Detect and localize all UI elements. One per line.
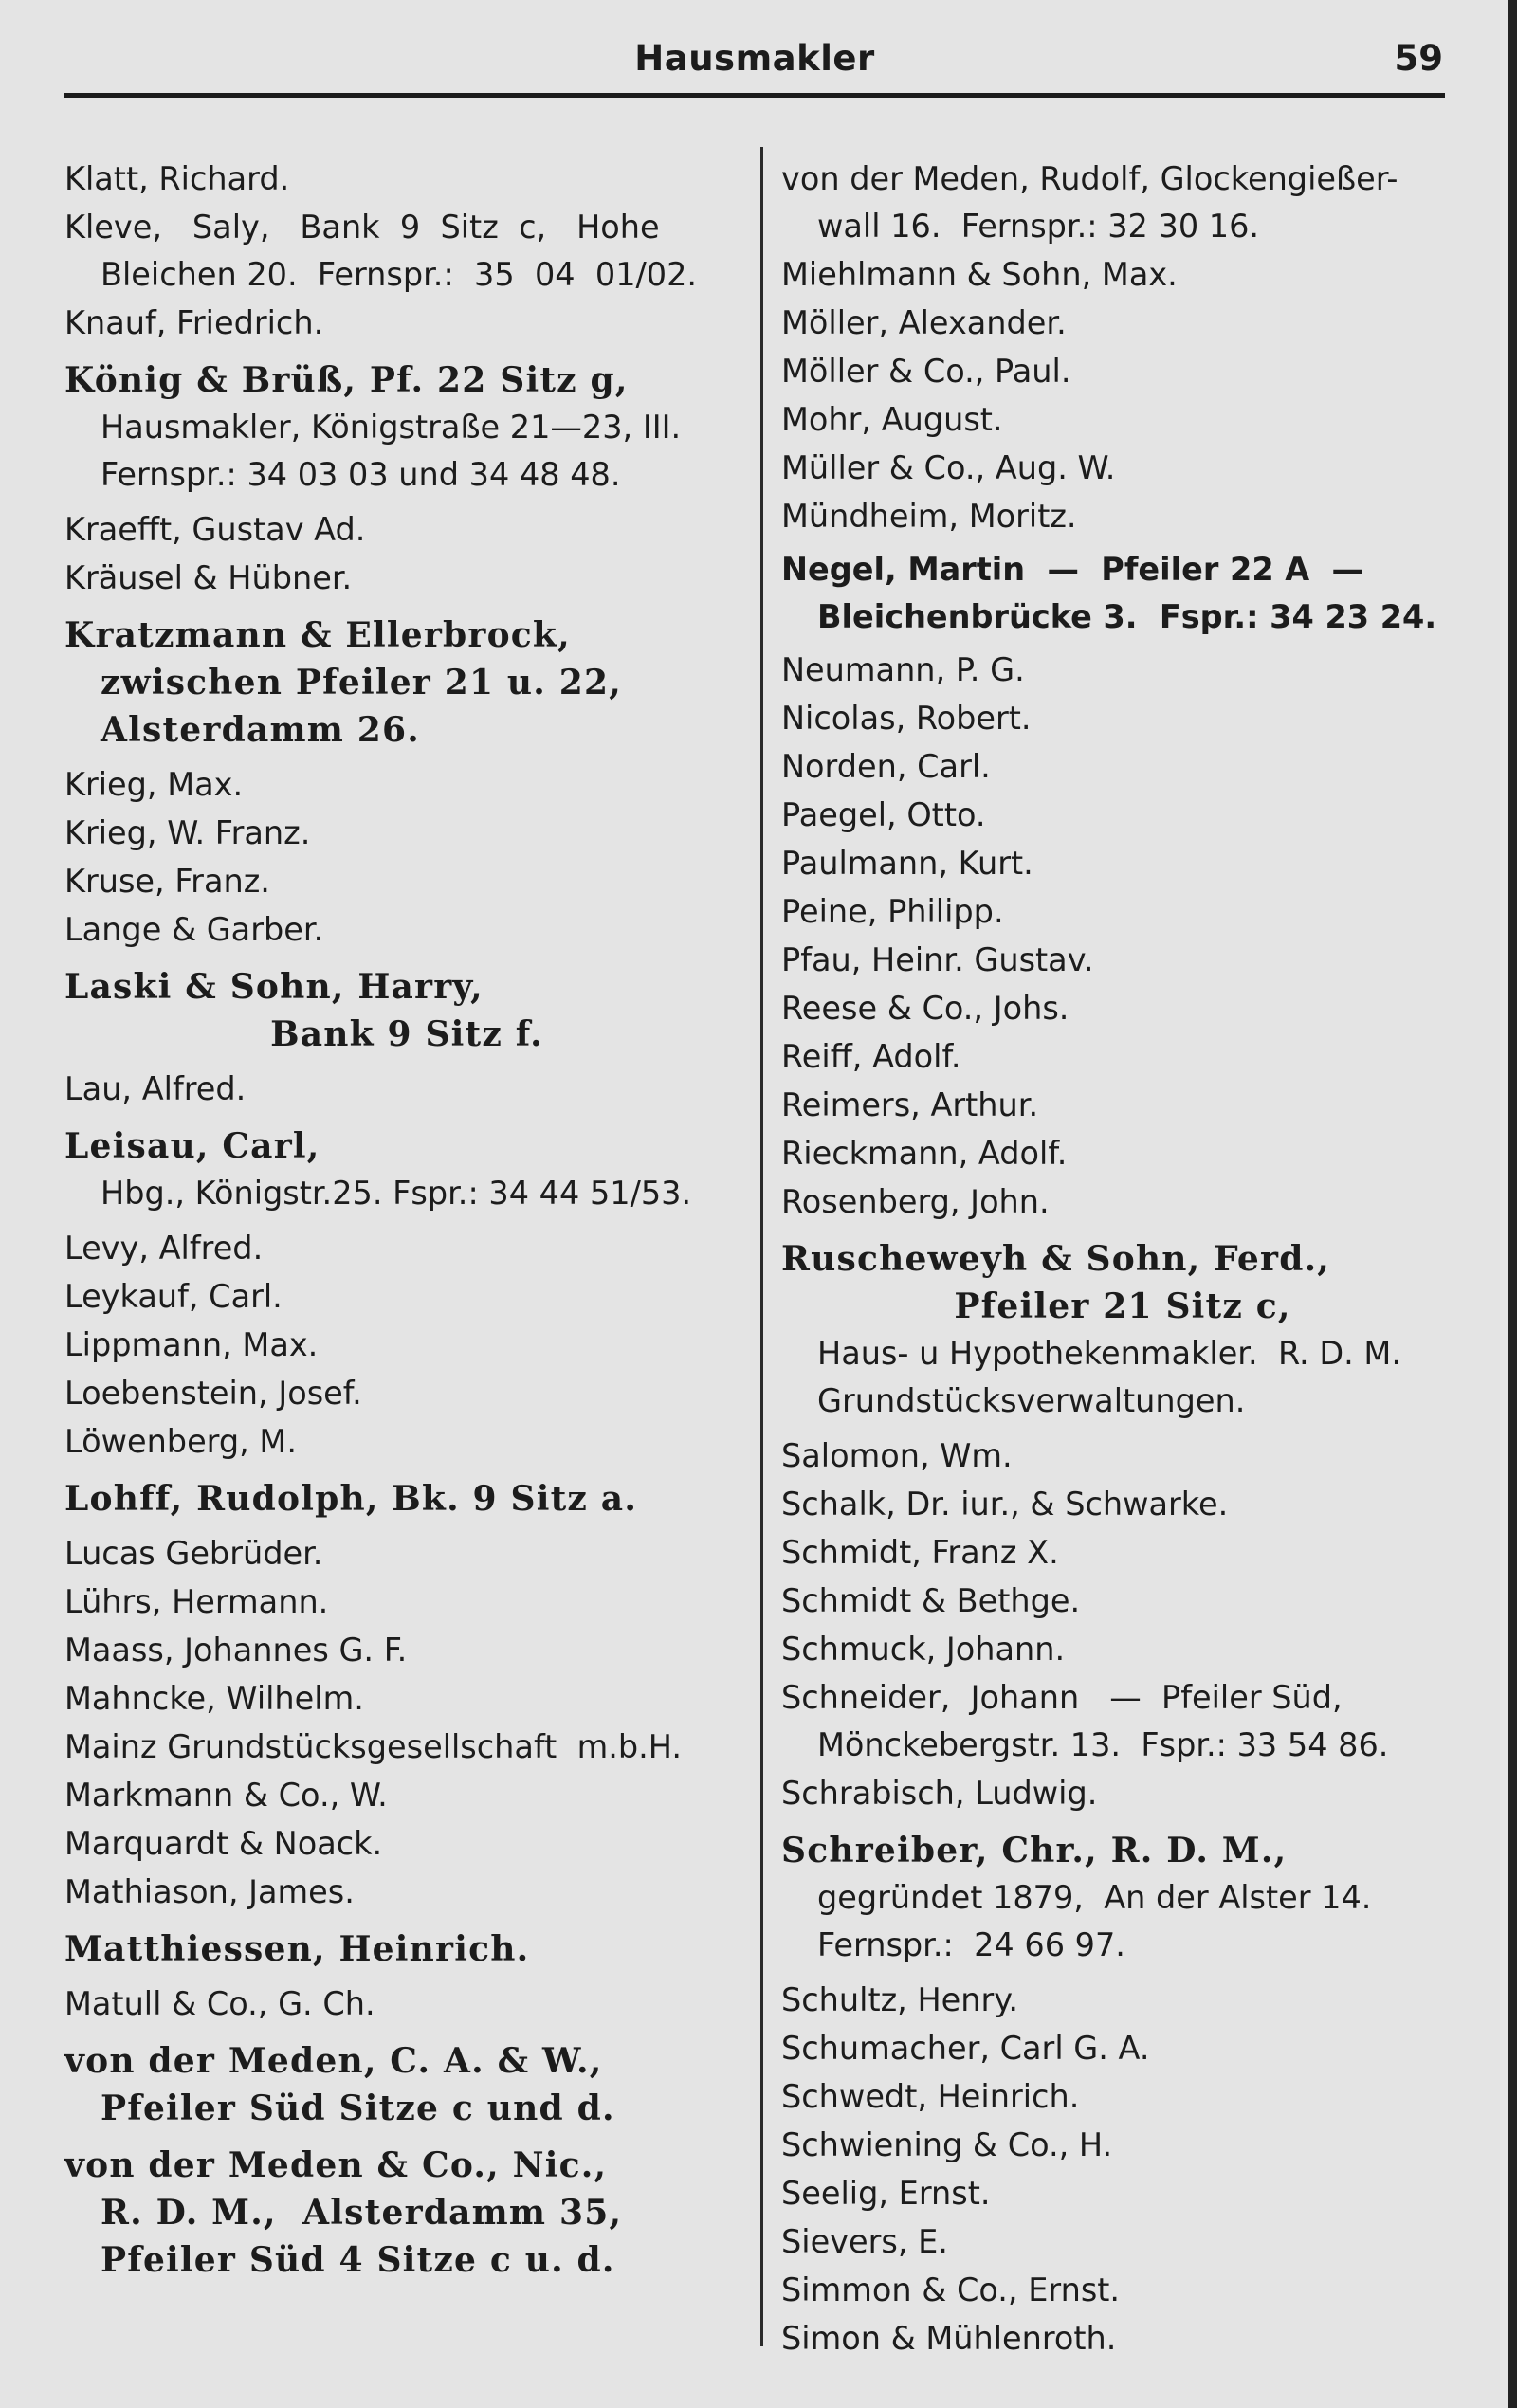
entry-name: Marquardt & Noack. [64,1825,383,1862]
entry-name: Paegel, Otto. [781,796,986,833]
directory-entry [64,1869,749,1916]
entry-name: Mündheim, Moritz. [781,498,1077,535]
directory-entry [781,792,1464,839]
entry-name: Rieckmann, Adolf. [781,1135,1068,1172]
entry-name: Schultz, Henry. [781,1981,1018,2018]
directory-entry [64,2037,749,2132]
entry-name: Kräusel & Hübner. [64,559,353,596]
entry-name: Leisau, Carl, [64,1126,320,1166]
entry-continuation: Fernspr.: 34 03 03 und 34 48 48. [101,456,621,493]
directory-entry [64,761,749,809]
entry-continuation: Fernspr.: 24 66 97. [817,1926,1125,1963]
directory-entry [64,1820,749,1868]
entry-name: Loebenstein, Josef. [64,1375,362,1412]
entry-name: Reese & Co., Johs. [781,990,1069,1027]
directory-entry [64,1066,749,1113]
entry-name: Leykauf, Carl. [64,1278,283,1315]
entry-name: Kruse, Franz. [64,863,270,900]
entry-continuation: Pfeiler Süd 4 Sitze c u. d. [101,2240,615,2280]
directory-entry [781,1529,1464,1577]
entry-name: Mohr, August. [781,401,1003,438]
directory-entry [64,204,749,299]
directory-entry [64,906,749,954]
entry-name: Möller, Alexander. [781,304,1067,341]
entry-name: Lau, Alfred. [64,1070,247,1107]
entry-continuation: Grundstücksverwaltungen. [817,1382,1246,1419]
directory-entry [781,2267,1464,2314]
directory-entry [781,396,1464,444]
entry-name: Klatt, Richard. [64,160,290,197]
entry-name: Paulmann, Kurt. [781,845,1033,882]
entry-continuation: Hbg., Königstr.25. Fspr.: 34 44 51/53. [101,1175,692,1212]
entry-name: Reimers, Arthur. [781,1086,1039,1123]
directory-entry [781,2170,1464,2217]
entry-name: Salomon, Wm. [781,1437,1013,1474]
directory-entry [64,1675,749,1723]
directory-entry [781,2122,1464,2169]
directory-entry [64,611,749,754]
entry-name: Schmidt & Bethge. [781,1582,1081,1619]
entry-name: Simmon & Co., Ernst. [781,2271,1121,2308]
entry-name: Ruscheweyh & Sohn, Ferd., [781,1239,1331,1279]
entry-name: Seelig, Ernst. [781,2175,991,2212]
entry-name: Norden, Carl. [781,748,991,785]
entry-name: Mahncke, Wilhelm. [64,1680,364,1717]
entry-name: Schmuck, Johann. [781,1631,1066,1668]
entry-continuation: Bleichenbrücke 3. Fspr.: 34 23 24. [817,598,1437,635]
directory-entry [64,1980,749,2028]
directory-entry [781,840,1464,887]
entry-name: Schwiening & Co., H. [781,2126,1113,2163]
entry-continuation: Mönckebergstr. 13. Fspr.: 33 54 86. [817,1726,1389,1763]
directory-entry [64,1475,749,1523]
directory-entry [64,555,749,602]
directory-entry [781,888,1464,936]
directory-entry [64,1322,749,1369]
entry-name: Matthiessen, Heinrich. [64,1929,530,1969]
entry-name: von der Meden, C. A. & W., [64,2041,603,2081]
directory-entry [64,1225,749,1272]
column-divider [760,147,763,2346]
entry-name: Levy, Alfred. [64,1230,264,1267]
directory-entry [64,810,749,857]
directory-entry [781,155,1464,250]
directory-entry [781,348,1464,395]
left-column [64,155,749,2291]
entry-name: Schneider, Johann — Pfeiler Süd, [781,1679,1343,1716]
page-number: 59 [1394,38,1443,79]
entry-name: Nicolas, Robert. [781,700,1032,737]
directory-entry [64,963,749,1058]
directory-entry [781,445,1464,492]
directory-entry [64,858,749,905]
entry-continuation: Hausmakler, Königstraße 21—23, III. [101,409,682,446]
entry-name: Matull & Co., G. Ch. [64,1985,375,2022]
entry-continuation: Pfeiler 21 Sitz c, [954,1286,1291,1326]
directory-entry [781,2218,1464,2266]
directory-entry [781,546,1464,641]
directory-entry [781,937,1464,984]
directory-entry [64,1418,749,1466]
entry-continuation: Bank 9 Sitz f. [270,1014,543,1054]
entry-name: König & Brüß, Pf. 22 Sitz g, [64,360,629,400]
directory-entry [64,506,749,554]
entry-name: Laski & Sohn, Harry, [64,967,484,1007]
entry-name: Schreiber, Chr., R. D. M., [781,1831,1288,1870]
directory-entry [64,1925,749,1973]
entry-name: Lührs, Hermann. [64,1583,329,1620]
directory-entry [781,1082,1464,1129]
entry-continuation: Pfeiler Süd Sitze c und d. [101,2089,615,2128]
directory-entry [781,2315,1464,2362]
entry-name: Lucas Gebrüder. [64,1535,323,1572]
directory-entry [781,300,1464,347]
directory-entry [64,1370,749,1417]
directory-entry [781,1827,1464,1969]
directory-entry [781,1432,1464,1480]
entry-continuation: R. D. M., Alsterdamm 35, [101,2193,623,2233]
directory-entry [64,1273,749,1321]
entry-name: Müller & Co., Aug. W. [781,449,1116,486]
entry-name: Schrabisch, Ludwig. [781,1775,1098,1812]
entry-name: Miehlmann & Sohn, Max. [781,256,1178,293]
directory-entry [64,1724,749,1771]
entry-name: Pfau, Heinr. Gustav. [781,941,1094,978]
entry-name: Lohff, Rudolph, Bk. 9 Sitz a. [64,1479,638,1519]
entry-name: Peine, Philipp. [781,893,1004,930]
directory-entry [781,493,1464,540]
entry-continuation: Alsterdamm 26. [101,710,421,750]
directory-entry [781,251,1464,299]
entry-name: Reiff, Adolf. [781,1038,961,1075]
running-title: Hausmakler [634,38,875,79]
page-header [64,38,1445,85]
directory-entry [64,1627,749,1674]
directory-entry [64,2142,749,2284]
directory-entry [781,647,1464,694]
entry-name: Schalk, Dr. iur., & Schwarke. [781,1486,1229,1523]
directory-entry [64,1530,749,1578]
entry-name: Knauf, Friedrich. [64,304,324,341]
entry-continuation: zwischen Pfeiler 21 u. 22, [101,663,623,702]
directory-entry [64,1122,749,1217]
directory-entry [781,743,1464,791]
directory-entry [64,300,749,347]
directory-entry [64,1578,749,1626]
directory-entry [781,1977,1464,2024]
directory-entry [781,1578,1464,1625]
entry-name: Schmidt, Franz X. [781,1534,1059,1571]
entry-continuation: Haus- u Hypothekenmakler. R. D. M. [817,1335,1401,1372]
directory-entry [781,1130,1464,1177]
entry-name: Löwenberg, M. [64,1423,297,1460]
directory-entry [781,1235,1464,1425]
entry-name: Kratzmann & Ellerbrock, [64,615,571,655]
entry-name: Negel, Martin — Pfeiler 22 A — [781,551,1364,588]
directory-entry [64,1772,749,1819]
directory-entry [781,695,1464,742]
directory-entry [781,1481,1464,1528]
entry-name: Krieg, W. Franz. [64,814,311,851]
entry-name: von der Meden, Rudolf, Glockengießer- [781,160,1398,197]
directory-entry [781,985,1464,1032]
directory-entry [64,155,749,203]
directory-entry [781,1626,1464,1673]
directory-entry [781,1178,1464,1226]
entry-name: Schumacher, Carl G. A. [781,2030,1150,2067]
entry-name: Rosenberg, John. [781,1183,1050,1220]
directory-entry [781,1674,1464,1769]
entry-continuation: Bleichen 20. Fernspr.: 35 04 01/02. [101,256,698,293]
entry-name: Kleve, Saly, Bank 9 Sitz c, Hohe [64,209,660,246]
entry-name: Krieg, Max. [64,766,244,803]
entry-name: Simon & Mühlenroth. [781,2320,1117,2357]
entry-name: Schwedt, Heinrich. [781,2078,1080,2115]
entry-continuation: wall 16. Fernspr.: 32 30 16. [817,208,1260,245]
entry-name: Lange & Garber. [64,911,324,948]
directory-entry [781,2073,1464,2121]
entry-name: Möller & Co., Paul. [781,353,1071,390]
directory-entry [64,356,749,499]
right-column [781,155,1464,2363]
entry-name: Mainz Grundstücksgesellschaft m.b.H. [64,1728,683,1765]
entry-name: Neumann, P. G. [781,651,1025,688]
page-edge [1508,0,1517,2408]
entry-continuation: gegründet 1879, An der Alster 14. [817,1879,1372,1916]
entry-name: Mathiason, James. [64,1873,355,1910]
entry-name: Lippmann, Max. [64,1326,319,1363]
entry-name: Maass, Johannes G. F. [64,1632,408,1669]
directory-entry [781,2025,1464,2072]
header-rule [64,93,1445,98]
entry-name: Sievers, E. [781,2223,948,2260]
entry-name: Kraefft, Gustav Ad. [64,511,366,548]
entry-name: von der Meden & Co., Nic., [64,2145,608,2185]
directory-entry [781,1770,1464,1817]
entry-name: Markmann & Co., W. [64,1777,388,1814]
directory-entry [781,1033,1464,1081]
